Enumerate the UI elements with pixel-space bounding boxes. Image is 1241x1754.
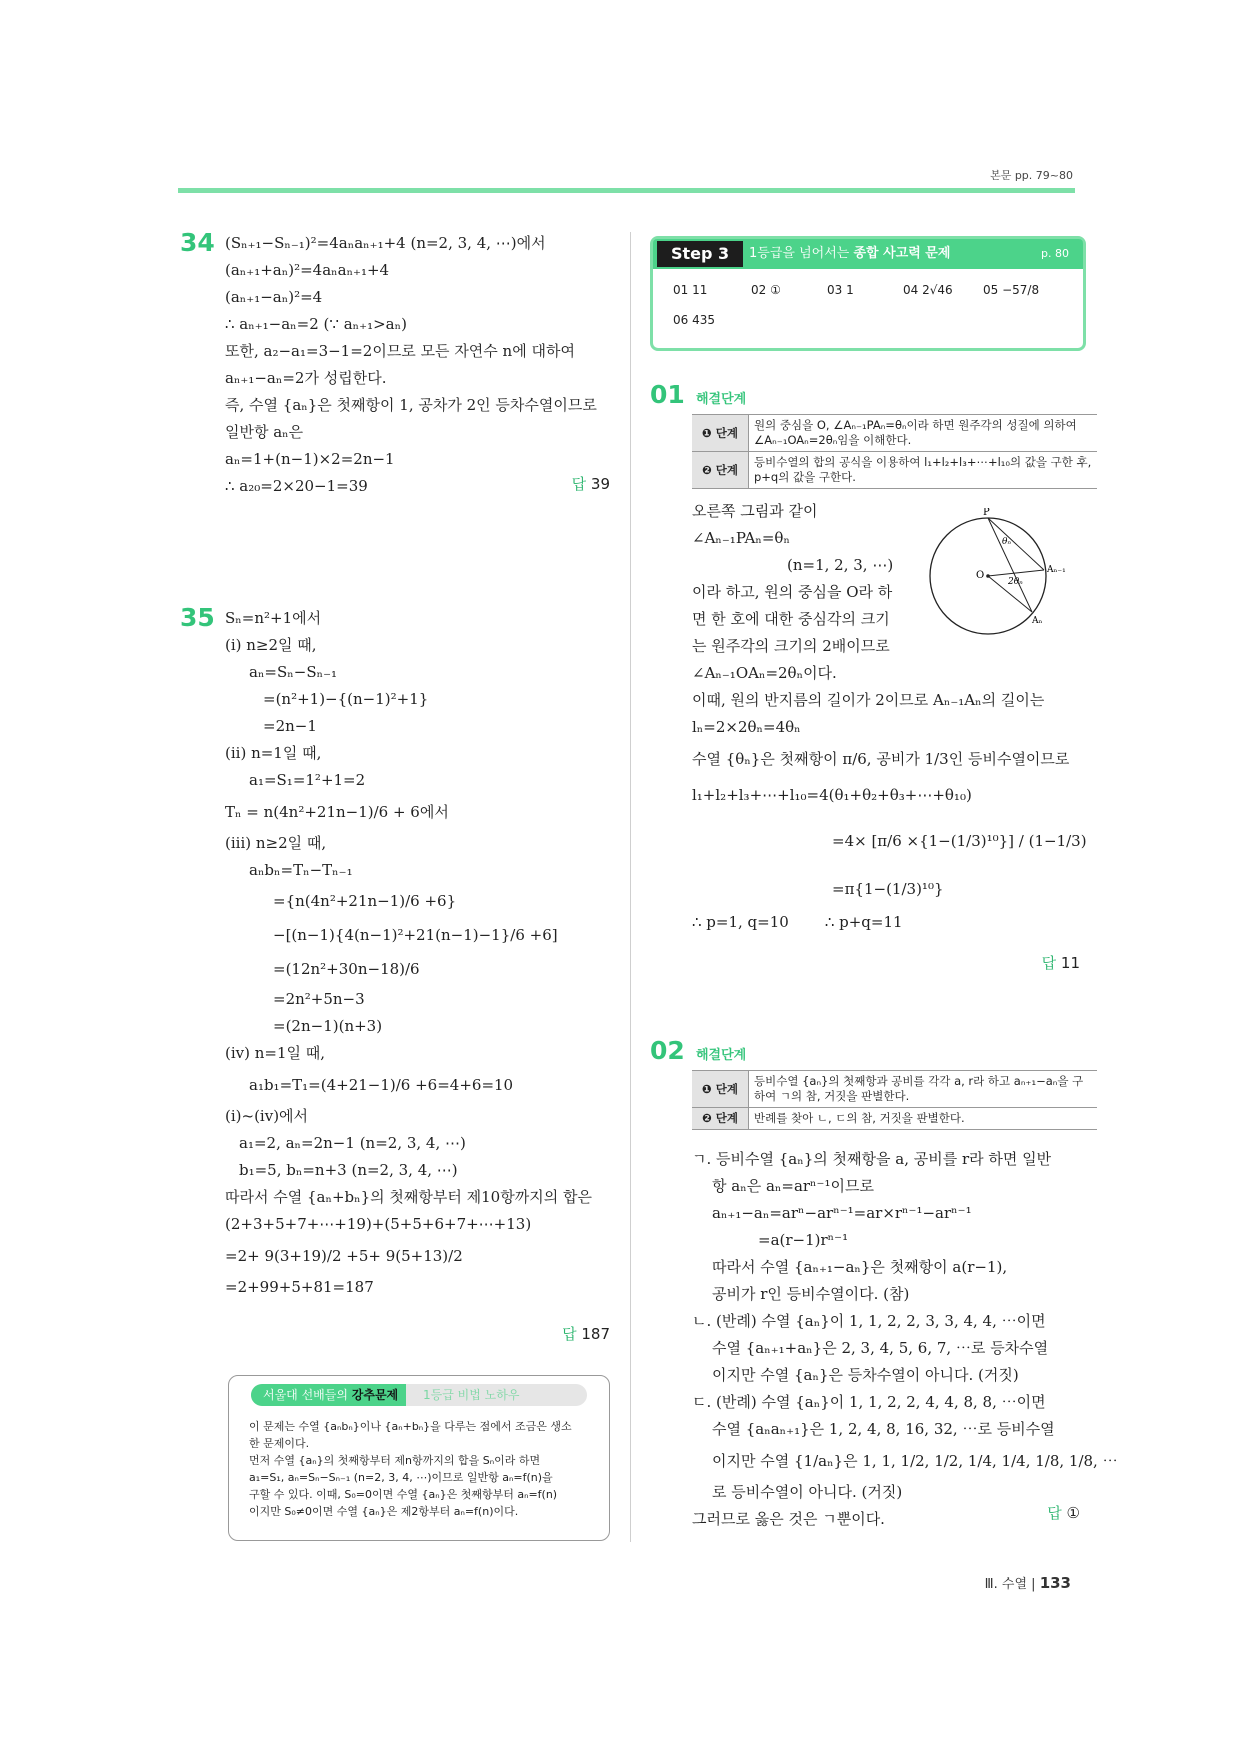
solution-line: =a(r−1)rⁿ⁻¹ (758, 1231, 849, 1249)
step3-answer: 01 11 (673, 283, 708, 297)
solution-line: 이때, 원의 반지름의 길이가 2이므로 Aₙ₋₁Aₙ의 길이는 (692, 691, 1045, 709)
solution-line: =4× [π/6 ×{1−(1/3)¹⁰}] / (1−1/3) (832, 832, 1087, 850)
tip-line: 구할 수 있다. 이때, S₀=0이면 수열 {aₙ}은 첫째항부터 aₙ=f(n) (249, 1488, 558, 1501)
result-sum: ∴ p+q=11 (824, 913, 903, 931)
step3-answer: 05 −57/8 (983, 283, 1040, 297)
answer-value: ① (1066, 1504, 1080, 1522)
chapter-label: Ⅲ. 수열 (984, 1577, 1028, 1592)
solution-line: 는 원주각의 크기의 2배이므로 (692, 637, 890, 655)
stage-key: ❷ 단계 (692, 452, 749, 489)
label-p: P (983, 508, 990, 518)
solution-line: 오른쪽 그림과 같이 (692, 502, 818, 520)
problem-34 (180, 228, 610, 508)
solution-line: 로 등비수열이 아니다. (거짓) (712, 1483, 903, 1501)
solution-line: (n=1, 2, 3, ⋯) (787, 556, 894, 574)
stage-text: 등비수열 {aₙ}의 첫째항과 공비를 각각 a, r라 하고 aₙ₊₁−aₙ을 구하여 ㄱ의 참, 거짓을 판별한다. (749, 1071, 1098, 1108)
answer (1047, 1502, 1080, 1523)
label-a-prev: Aₙ₋₁ (1047, 565, 1066, 575)
solution-line: (2+3+5+7+⋯+19)+(5+5+6+7+⋯+13) (225, 1215, 532, 1233)
step3-answer: 04 2√46 (903, 283, 953, 297)
solution-line: 항 aₙ은 aₙ=arⁿ⁻¹이므로 (712, 1177, 874, 1195)
label-theta: θₙ (1002, 537, 1012, 547)
footer-separator: | (1031, 1577, 1036, 1592)
solution-line: 즉, 수열 {aₙ}은 첫째항이 1, 공차가 2인 등차수열이므로 (225, 396, 597, 414)
solution-line: 일반항 aₙ은 (225, 423, 304, 441)
center-point (986, 574, 990, 578)
page-number: 133 (1039, 1574, 1071, 1592)
tip-line: 한 문제이다. (249, 1437, 310, 1450)
answer (1042, 952, 1080, 973)
solution-line: =(n²+1)−{(n−1)²+1} (263, 690, 429, 708)
question-01 (650, 380, 1092, 980)
solution-line: ㄴ. (반례) 수열 {aₙ}이 1, 1, 2, 2, 3, 3, 4, 4, ⋯이면 (692, 1312, 1046, 1330)
solution-line: (aₙ₊₁−aₙ)²=4 (225, 288, 323, 306)
solution-line: aₙ=Sₙ−Sₙ₋₁ (249, 663, 338, 681)
step3-answer: 06 435 (673, 313, 715, 327)
stage-title: 해결단계 (696, 392, 747, 407)
label-o: O (976, 570, 985, 581)
tip-body (249, 1418, 594, 1520)
tip-header-title (251, 1384, 406, 1406)
tip-header-subtitle: 1등급 비법 노하우 (423, 1388, 520, 1402)
step3-page: p. 80 (1041, 247, 1069, 260)
solution-line: Sₙ=n²+1에서 (225, 609, 322, 627)
radius-o-aprev (988, 570, 1044, 576)
page-footer (985, 1573, 1071, 1592)
tip-box (228, 1375, 610, 1541)
solution-line: 수열 {aₙ₊₁+aₙ}은 2, 3, 4, 5, 6, 7, ⋯로 등차수열 (712, 1339, 1049, 1357)
top-rule (178, 188, 1075, 193)
stage-text: 원의 중심을 O, ∠Aₙ₋₁PAₙ=θₙ이라 하면 원주각의 성질에 의하여 ∠Aₙ₋₁OAₙ=2θₙ임을 이해한다. (749, 415, 1098, 452)
solution-line: 따라서 수열 {aₙ+bₙ}의 첫째항부터 제10항까지의 합은 (225, 1188, 592, 1206)
answer (572, 473, 610, 494)
solution-line: (i) n≥2일 때, (225, 636, 317, 654)
stage-row (692, 1071, 1097, 1108)
solution-line: =2n²+5n−3 (273, 990, 365, 1008)
solution-line: (ii) n=1일 때, (225, 744, 322, 762)
page-reference: 본문 pp. 79~80 (990, 169, 1073, 182)
solution-line: ={n(4n²+21n−1)/6 +6} (273, 892, 457, 910)
solution-line: 또한, a₂−a₁=3−1=2이므로 모든 자연수 n에 대하여 (225, 342, 575, 360)
circle-figure (920, 508, 1090, 638)
step3-title-keyword: 종합 사고력 문제 (853, 246, 951, 261)
answer-value: 11 (1060, 954, 1080, 972)
tip-header-keyword: 강추문제 (351, 1388, 399, 1402)
solution-line: =(2n−1)(n+3) (273, 1017, 383, 1035)
step3-tag: Step 3 (657, 241, 743, 267)
answer-label: 답 (562, 1325, 577, 1343)
label-two-theta: 2θₙ (1008, 577, 1023, 587)
solution-line: 공비가 r인 등비수열이다. (참) (712, 1285, 910, 1303)
stage-text: 반례를 찾아 ㄴ, ㄷ의 참, 거짓을 판별한다. (749, 1108, 1098, 1130)
tip-header (251, 1384, 587, 1406)
step3-header (653, 239, 1083, 269)
solution-line: aₙbₙ=Tₙ−Tₙ₋₁ (249, 861, 353, 879)
stage-title: 해결단계 (696, 1048, 747, 1063)
answer-label: 답 (1047, 1504, 1062, 1522)
tip-line: 먼저 수열 {aₙ}의 첫째항부터 제n항까지의 합을 Sₙ이라 하면 (249, 1454, 541, 1467)
solution-line: ㄷ. (반례) 수열 {aₙ}이 1, 1, 2, 2, 4, 4, 8, 8, ⋯이면 (692, 1393, 1046, 1411)
question-02 (650, 1036, 1118, 1556)
problem-number: 34 (180, 228, 215, 257)
tip-line: 이지만 S₀≠0이면 수열 {aₙ}은 제2항부터 aₙ=f(n)이다. (249, 1505, 519, 1518)
stage-row (692, 415, 1097, 452)
solution-line: =2+ 9(3+19)/2 +5+ 9(5+13)/2 (225, 1247, 463, 1265)
label-a-n: Aₙ (1032, 616, 1043, 626)
answer-label: 답 (571, 475, 587, 493)
stage-key: ❶ 단계 (692, 415, 749, 452)
stage-key: ❶ 단계 (692, 1071, 749, 1108)
question-number: 01 (650, 380, 685, 409)
solution-line: 이지만 수열 {1/aₙ}은 1, 1, 1/2, 1/2, 1/4, 1/4, 1/8, 1/8, ⋯ (712, 1452, 1118, 1470)
solution-line: a₁=2, aₙ=2n−1 (n=2, 3, 4, ⋯) (239, 1134, 466, 1152)
result-pq: ∴ p=1, q=10 (692, 913, 789, 931)
solution-text (692, 1146, 1118, 1533)
solution-line: ㄱ. 등비수열 {aₙ}의 첫째항을 a, 공비를 r라 하면 일반 (692, 1150, 1052, 1168)
question-number: 02 (650, 1036, 685, 1065)
stage-row (692, 1108, 1097, 1130)
tip-line: 이 문제는 수열 {aₙbₙ}이나 {aₙ+bₙ}을 다루는 점에서 조금은 생소 (249, 1420, 572, 1433)
step3-answer: 02 ① (751, 283, 781, 297)
solution-line (692, 909, 1087, 936)
solution-line: 따라서 수열 {aₙ₊₁−aₙ}은 첫째항이 a(r−1), (712, 1258, 1008, 1276)
tip-line: a₁=S₁, aₙ=Sₙ−Sₙ₋₁ (n=2, 3, 4, ⋯)이므로 일반항 aₙ=f(n)을 (249, 1471, 553, 1484)
solution-line: (Sₙ₊₁−Sₙ₋₁)²=4aₙaₙ₊₁+4 (n=2, 3, 4, ⋯)에서 (225, 234, 546, 252)
answer-value: 39 (590, 475, 610, 493)
solution-line: 이지만 수열 {aₙ}은 등차수열이 아니다. (거짓) (712, 1366, 1019, 1384)
step3-answer: 03 1 (827, 283, 854, 297)
solution-line: aₙ=1+(n−1)×2=2n−1 (225, 450, 395, 468)
answer-label: 답 (1041, 954, 1057, 972)
solution-line: ∴ a₂₀=2×20−1=39 (225, 477, 368, 495)
step3-box (650, 236, 1086, 351)
answer (562, 1323, 610, 1344)
solution-line: b₁=5, bₙ=n+3 (n=2, 3, 4, ⋯) (239, 1161, 458, 1179)
stage-row (692, 452, 1097, 489)
solution-line: 수열 {aₙaₙ₊₁}은 1, 2, 4, 8, 16, 32, ⋯로 등비수열 (712, 1420, 1055, 1438)
stage-key: ❷ 단계 (692, 1108, 749, 1130)
stage-text: 등비수열의 합의 공식을 이용하여 l₁+l₂+l₃+⋯+l₁₀의 값을 구한 후, p+q의 값을 구한다. (749, 452, 1098, 489)
solution-line: aₙ₊₁−aₙ=arⁿ−arⁿ⁻¹=ar×rⁿ⁻¹−arⁿ⁻¹ (712, 1204, 972, 1222)
solution-line: =(12n²+30n−18)/6 (273, 960, 420, 978)
solution-line: =π{1−(1/3)¹⁰} (832, 880, 944, 898)
step3-title (749, 239, 950, 269)
solution-line: (iv) n=1일 때, (225, 1044, 326, 1062)
stage-table (692, 414, 1097, 489)
solution-line: ∠Aₙ₋₁OAₙ=2θₙ이다. (692, 664, 837, 682)
column-divider (630, 232, 631, 1542)
problem-35 (180, 603, 610, 1343)
answer-value: 187 (581, 1325, 610, 1343)
solution-line: ∴ aₙ₊₁−aₙ=2 (∵ aₙ₊₁>aₙ) (225, 315, 407, 333)
solution-line: (i)~(iv)에서 (225, 1107, 309, 1125)
solution-line: lₙ=2×2θₙ=4θₙ (692, 718, 801, 736)
solution-line: Tₙ = n(4n²+21n−1)/6 + 6에서 (225, 803, 449, 821)
solution-line: aₙ₊₁−aₙ=2가 성립한다. (225, 369, 387, 387)
stage-table (692, 1070, 1097, 1130)
solution-line: a₁b₁=T₁=(4+21−1)/6 +6=4+6=10 (249, 1076, 514, 1094)
solution-line: 수열 {θₙ}은 첫째항이 π/6, 공비가 1/3인 등비수열이므로 (692, 750, 1070, 768)
solution-line: 그러므로 옳은 것은 ㄱ뿐이다. (692, 1510, 885, 1528)
solution-line: l₁+l₂+l₃+⋯+l₁₀=4(θ₁+θ₂+θ₃+⋯+θ₁₀) (692, 786, 972, 804)
tip-header-prefix: 서울대 선배들의 (263, 1388, 352, 1402)
solution-line: (aₙ₊₁+aₙ)²=4aₙaₙ₊₁+4 (225, 261, 390, 279)
solution-line: −[(n−1){4(n−1)²+21(n−1)−1}/6 +6] (273, 926, 558, 944)
solution-line: a₁=S₁=1²+1=2 (249, 771, 366, 789)
solution-line: =2n−1 (263, 717, 317, 735)
solution-line: 이라 하고, 원의 중심을 O라 하 (692, 583, 893, 601)
solution-line: ∠Aₙ₋₁PAₙ=θₙ (692, 529, 790, 547)
step3-title-prefix: 1등급을 넘어서는 (749, 246, 854, 261)
solution-line: (iii) n≥2일 때, (225, 834, 327, 852)
solution-line: 면 한 호에 대한 중심각의 크기 (692, 610, 890, 628)
problem-number: 35 (180, 603, 215, 632)
solution-line: =2+99+5+81=187 (225, 1278, 374, 1296)
